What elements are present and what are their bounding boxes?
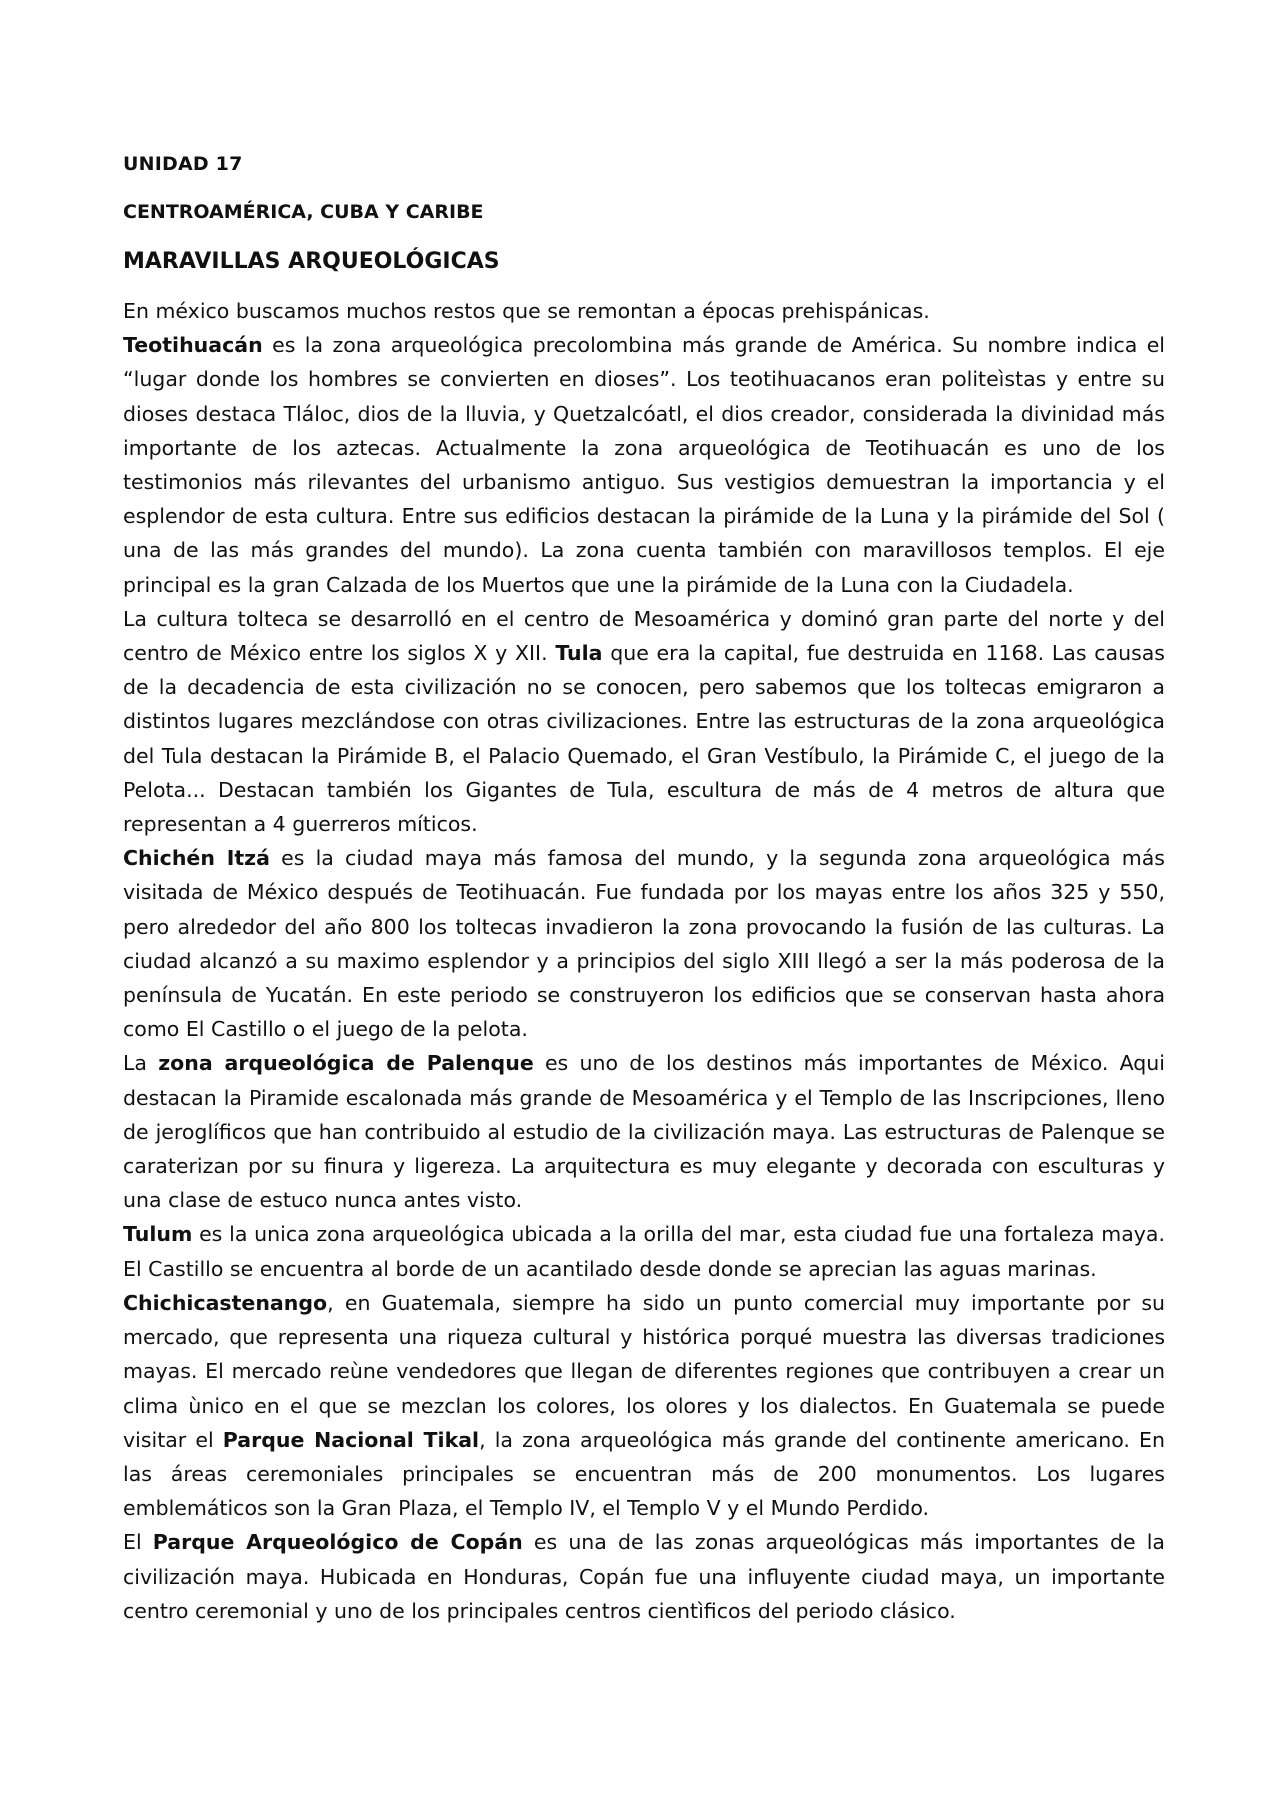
paragraph-text: es uno de los destinos más importantes de México. Aqui destacan la Piramide escalonada más grande de Mesoamérica y el Templo de las Inscripciones, lleno de jeroglíficos que han contribuido al estudio de la civilización maya. Las estructuras de Palenque se caraterizan por su finura y ligereza. La arquitectura es muy elegante y decorada con esculturas y una clase de estuco nunca antes visto. bbox=[123, 1051, 1165, 1213]
paragraph-text: que era la capital, fue destruida en 1168. Las causas de la decadencia de esta civilización no se conocen, pero sabemos que los toltecas emigraron a distintos lugares mezclándose con otras civilizaciones. Entre las estructuras de la zona arqueológica del Tula destacan la Pirámide B, el Palacio Quemado, el Gran Vestíbulo, la Pirámide C, el juego de la Pelota... Destacan también los Gigantes de Tula, escultura de más de 4 metros de altura que representan a 4 guerreros míticos. bbox=[123, 641, 1165, 837]
body-text bbox=[123, 294, 1165, 1628]
term-palenque: zona arqueológica de Palenque bbox=[158, 1051, 534, 1076]
paragraph-text: es la unica zona arqueológica ubicada a la orilla del mar, esta ciudad fue una fortaleza maya. El Castillo se encuentra al borde de un acantilado desde donde se aprecian las aguas marinas. bbox=[123, 1222, 1165, 1281]
paragraph-lead: La cultura tolteca se desarrolló en el centro de Mesoamérica y dominó gran parte del norte y del centro de México entre los siglos X y XII. bbox=[123, 606, 1165, 666]
region-heading: CENTROAMÉRICA, CUBA Y CARIBE bbox=[123, 201, 484, 223]
paragraph-text: es la ciudad maya más famosa del mundo, y la segunda zona arqueológica más visitada de México después de Teotihuacán. Fue fundada por los mayas entre los años 325 y 550, pero alrededor del año 800 los toltecas invadieron la zona provocando la fusión de las culturas. La ciudad alcanzó a su maximo esplendor y a principios del siglo XIII llegó a ser la más poderosa de la península de Yucatán. En este periodo se construyeron los edificios que se conservan hasta ahora como El Castillo o el juego de la pelota. bbox=[123, 846, 1165, 1042]
paragraph-text: , en Guatemala, siempre ha sido un punto comercial muy importante por su mercado, que representa una riqueza cultural y histórica porqué muestra las diversas tradiciones mayas. El mercado reùne vendedores que llegan de diferentes regiones que contribuyen a crear un clima ùnico en el que se mezclan los colores, los olores y los dialectos. En Guatemala se puede visitar el bbox=[123, 1290, 1165, 1452]
term-tula: Tula bbox=[555, 641, 603, 666]
paragraph-tulum bbox=[123, 1217, 1165, 1285]
paragraph-chichicastenango bbox=[123, 1286, 1165, 1525]
paragraph-text: es la zona arqueológica precolombina más grande de América. Su nombre indica el “lugar donde los hombres se convierten en dioses”. Los teotihuacanos eran politeìstas y entre su dioses destaca Tláloc, dios de la lluvia, y Quetzalcóatl, el dios creador, considerada la divinidad más importante de los aztecas. Actualmente la zona arqueológica de Teotihuacán es uno de los testimonios más rilevantes del urbanismo antiguo. Sus vestigios demuestran la importancia y el esplendor de esta cultura. Entre sus edificios destacan la pirámide de la Luna y la pirámide del Sol ( una de las más grandes del mundo). La zona cuenta también con maravillosos templos. El eje principal es la gran Calzada de los Muertos que une la pirámide de la Luna con la Ciudadela. bbox=[123, 333, 1165, 597]
paragraph-teotihuacan bbox=[123, 328, 1165, 602]
intro-text: En méxico buscamos muchos restos que se remontan a épocas prehispánicas. bbox=[123, 299, 930, 323]
paragraph-intro bbox=[123, 294, 1165, 328]
term-teotihuacan: Teotihuacán bbox=[123, 333, 263, 358]
term-tulum: Tulum bbox=[123, 1222, 193, 1247]
document-page bbox=[123, 150, 1165, 1628]
paragraph-text-continued: , la zona arqueológica más grande del continente americano. En las áreas ceremoniales principales se encuentran más de 200 monumentos. Los lugares emblemáticos son la Gran Plaza, el Templo IV, el Templo V y el Mundo Perdido. bbox=[123, 1427, 1165, 1521]
paragraph-copan bbox=[123, 1525, 1165, 1628]
paragraph-lead: La bbox=[123, 1051, 159, 1076]
paragraph-tula bbox=[123, 602, 1165, 841]
paragraph-palenque bbox=[123, 1046, 1165, 1217]
term-chichen-itza: Chichén Itzá bbox=[123, 846, 270, 871]
unit-heading: UNIDAD 17 bbox=[123, 153, 243, 175]
document-title: MARAVILLAS ARQUEOLÓGICAS bbox=[123, 249, 500, 274]
paragraph-lead: El bbox=[123, 1530, 153, 1555]
term-chichicastenango: Chichicastenango bbox=[123, 1290, 328, 1315]
term-copan: Parque Arqueológico de Copán bbox=[152, 1530, 523, 1555]
paragraph-chichen-itza bbox=[123, 841, 1165, 1046]
term-tikal: Parque Nacional Tikal bbox=[222, 1427, 480, 1452]
paragraph-text: es una de las zonas arqueológicas más importantes de la civilización maya. Hubicada en Honduras, Copán fue una influyente ciudad maya, un importante centro ceremonial y uno de los principales centros cientìficos del periodo clásico. bbox=[123, 1530, 1165, 1623]
